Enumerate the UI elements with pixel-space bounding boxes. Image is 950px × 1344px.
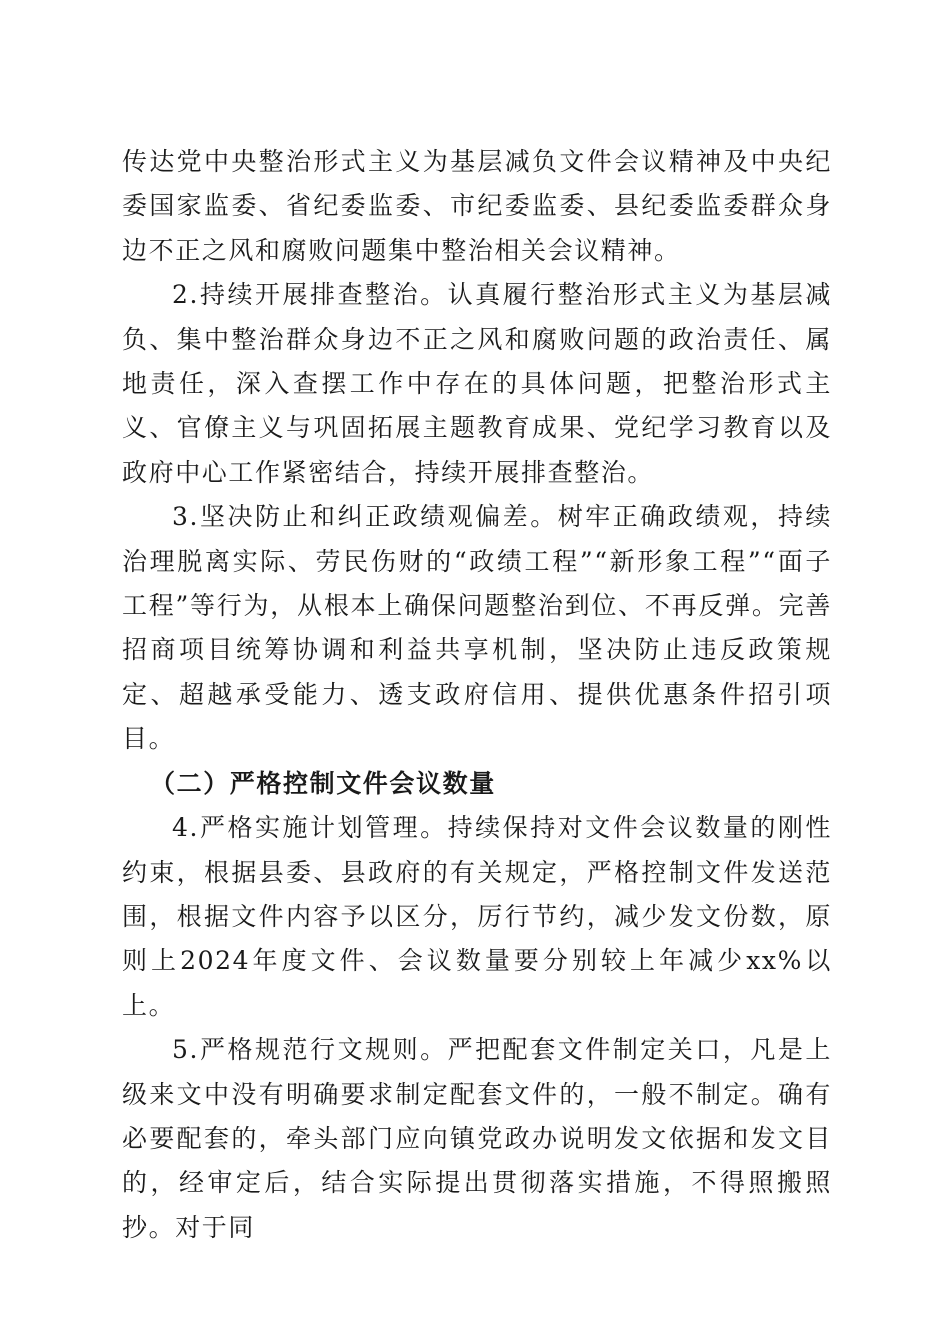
paragraph-continued-text: 传达党中央整治形式主义为基层减负文件会议精神及中央纪委国家监委、省纪委监委、市纪委监委、县纪委监委群众身边不正之风和腐败问题集中整治相关会议精神。	[122, 147, 832, 265]
paragraph-item-2: 2.持续开展排查整治。认真履行整治形式主义为基层减负、集中整治群众身边不正之风和腐败问题的政治责任、属地责任，深入查摆工作中存在的具体问题，把整治形式主义、官僚主义与巩固拓展主题教育成果、党纪学习教育以及政府中心工作紧密结合，持续开展排查整治。	[122, 280, 832, 487]
section-heading: （二）严格控制文件会议数量	[150, 768, 496, 798]
paragraph-item-3: 3.坚决防止和纠正政绩观偏差。树牢正确政绩观，持续治理脱离实际、劳民伤财的“政绩工程”“新形象工程”“面子工程”等行为，从根本上确保问题整治到位、不再反弹。完善招商项目统筹协调和利益共享机制，坚决防止违反政策规定、超越承受能力、透支政府信用、提供优惠条件招引项目。	[122, 502, 832, 754]
paragraph-item-4: 4.严格实施计划管理。持续保持对文件会议数量的刚性约束，根据县委、县政府的有关规定，严格控制文件发送范围，根据文件内容予以区分，厉行节约，减少发文份数，原则上2024年度文件、会议数量要分别较上年减少xx%以上。	[122, 813, 832, 1020]
paragraph-item-5: 5.严格规范行文规则。严把配套文件制定关口，凡是上级来文中没有明确要求制定配套文件的，一般不制定。确有必要配套的，牵头部门应向镇党政办说明发文依据和发文目的，经审定后，结合实际提出贯彻落实措施，不得照搬照抄。对于同	[122, 1035, 832, 1242]
document-page	[122, 140, 832, 1250]
